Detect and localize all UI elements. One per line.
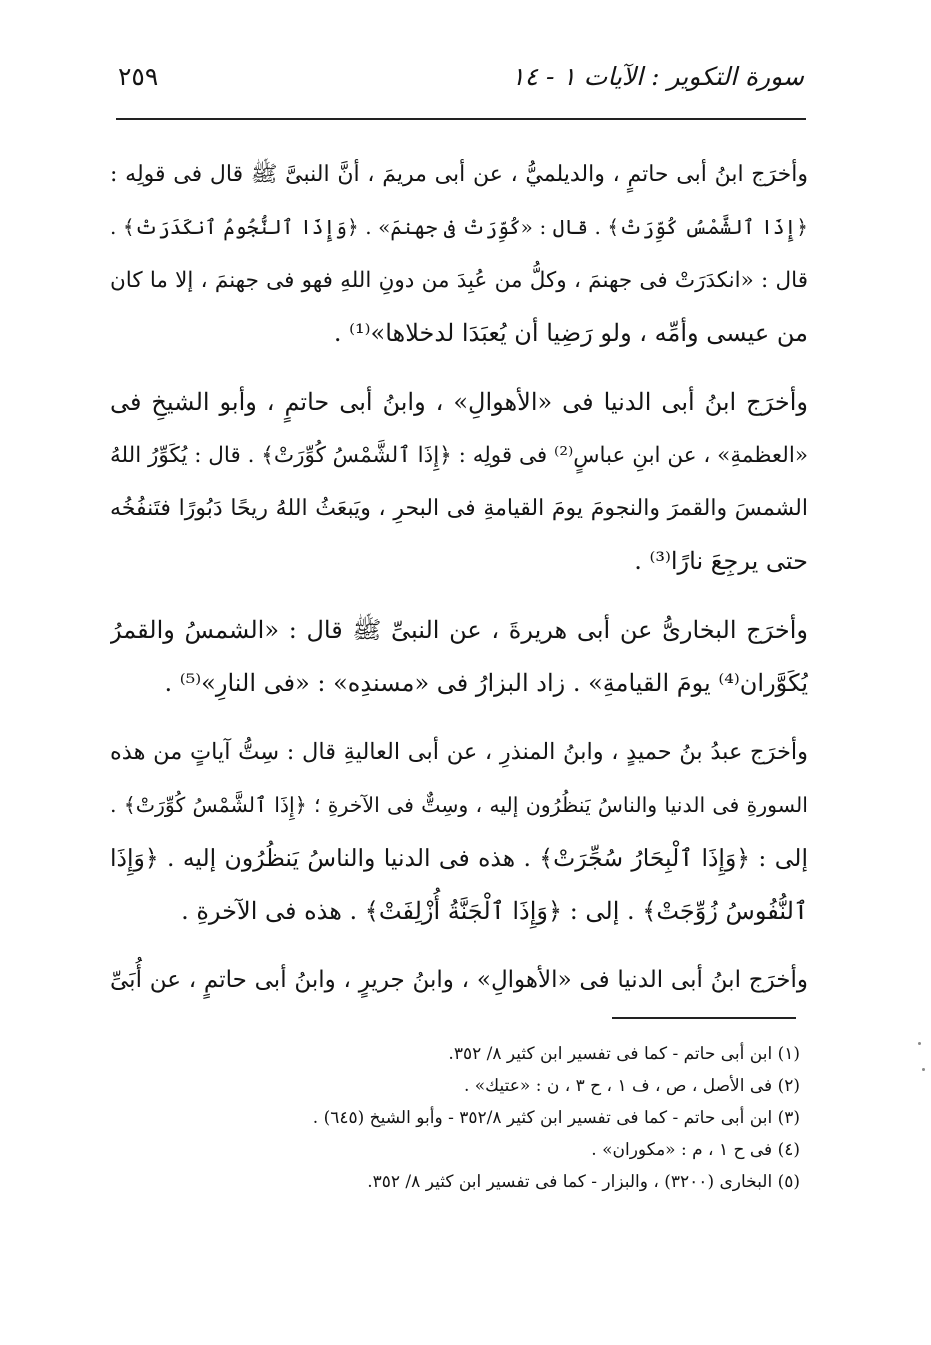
scan-speck: [922, 1068, 925, 1071]
text-line: وأخرَج عبدُ بنُ حميدٍ ، وابنُ المنذرِ ، عن أبى العاليةِ قال : سِتُّ آياتٍ من هذه: [110, 739, 808, 765]
text-line: السورةِ فى الدنيا والناسُ يَنظُرُون إليه ، وسِتٌّ فى الآخرةِ ؛ ﴿إِذَا ٱلشَّمْسُ كُوِّرَتْ﴾ .: [110, 793, 808, 817]
footnote-4: (٤) فى ح ١ ، م : «مكوران» .: [591, 1140, 800, 1160]
paragraph-4: [110, 726, 808, 938]
scan-speck: [918, 1042, 921, 1045]
text-line: إلى : ﴿وَإِذَا ٱلْبِحَارُ سُجِّرَتْ﴾ . هذه فى الدنيا والناسُ يَنظُرُون إليه . ﴿وَإِذَا: [110, 844, 808, 872]
main-text: [110, 148, 808, 1023]
text-line: من عيسى وأمِّه ، ولو رَضِيا أن يُعبَدَا لدخلاها»⁽¹⁾ .: [333, 319, 808, 347]
footnote-2: (٢) فى الأصل ، ص ، ف ١ ، ح ٣ ، ن : «عتيك» .: [463, 1076, 800, 1096]
text-line: وأخرَج ابنُ أبى الدنيا فى «الأهوالِ» ، وابنُ أبى حاتمٍ ، وأبو الشيخِ فى: [110, 388, 808, 416]
text-line: قال : «انكدَرَتْ فى جهنمَ ، وكلُّ من عُبِدَ من دونِ اللهِ فهو فى جهنمَ ، إلا ما كان: [110, 268, 808, 293]
footnote-1: (١) ابن أبى حاتم - كما فى تفسير ابن كثير ٨/ ٣٥٢.: [448, 1044, 800, 1064]
page-header: [118, 60, 804, 100]
paragraph-2: [110, 376, 808, 588]
footnote-3: (٣) ابن أبى حاتم - كما فى تفسير ابن كثير ٣٥٢/٨ - وأبو الشيخ (٦٤٥) .: [312, 1108, 800, 1128]
paragraph-1: [110, 148, 808, 360]
text-line: الشمسَ والقمرَ والنجومَ يومَ القيامةِ فى البحرِ ، ويَبعَثُ اللهُ ريحًا دَبُورًا فتَنفُخُه: [110, 496, 808, 521]
running-title: سورة التكوير : الآيات ١ - ١٤: [511, 62, 804, 91]
text-line: ٱلنُّفُوسُ زُوِّجَتْ﴾ . إلى : ﴿وَإِذَا ٱلْجَنَّةُ أُزْلِفَتْ﴾ . هذه فى الآخرةِ .: [181, 897, 808, 925]
text-line: وأخرَج ابنُ أبى الدنيا فى «الأهوالِ» ، وابنُ جريرٍ ، وابنُ أبى حاتمٍ ، عن أُبَىِّ: [110, 967, 808, 993]
text-line: يُكَوَّران⁽⁴⁾ يومَ القيامةِ» . زاد البزارُ فى «مسندِه» : «فى النارِ»⁽⁵⁾ .: [164, 669, 808, 697]
text-line: وأخرَج البخارىُّ عن أبى هريرةَ ، عن النبىِّ ﷺ قال : «الشمسُ والقمرُ: [110, 616, 808, 644]
text-line: وأخرَج ابنُ أبى حاتمٍ ، والديلميُّ ، عن أبى مريمَ ، أنَّ النبىَّ ﷺ قال فى قولِه :: [110, 162, 808, 187]
footnote-5: (٥) البخارى (٣٢٠٠) ، والبزار - كما فى تفسير ابن كثير ٨/ ٣٥٢.: [367, 1172, 800, 1192]
footnotes: [200, 1038, 800, 1198]
text-line: ﴿إِذَا ٱلشَّمْسُ كُوِّرَتْ﴾ . قال : «كُوِّرَتْ فى جهنمَ» . ﴿وَإِذَا ٱلنُّجُومُ ٱنكَدَرَتْ﴾ .: [110, 215, 808, 239]
footnote-rule: [612, 1017, 796, 1019]
text-line: حتى يرجِعَ نارًا⁽³⁾ .: [634, 547, 808, 575]
paragraph-5: [110, 954, 808, 1007]
paragraph-3: [110, 604, 808, 710]
text-line: «العظمةِ» ، عن ابنِ عباسٍ⁽²⁾ فى قولِه : ﴿إِذَا ٱلشَّمْسُ كُوِّرَتْ﴾ . قال : يُكَوِّرُ اللهُ: [110, 443, 808, 468]
page-number: ٢٥٩: [118, 62, 159, 91]
header-rule: [116, 118, 806, 120]
